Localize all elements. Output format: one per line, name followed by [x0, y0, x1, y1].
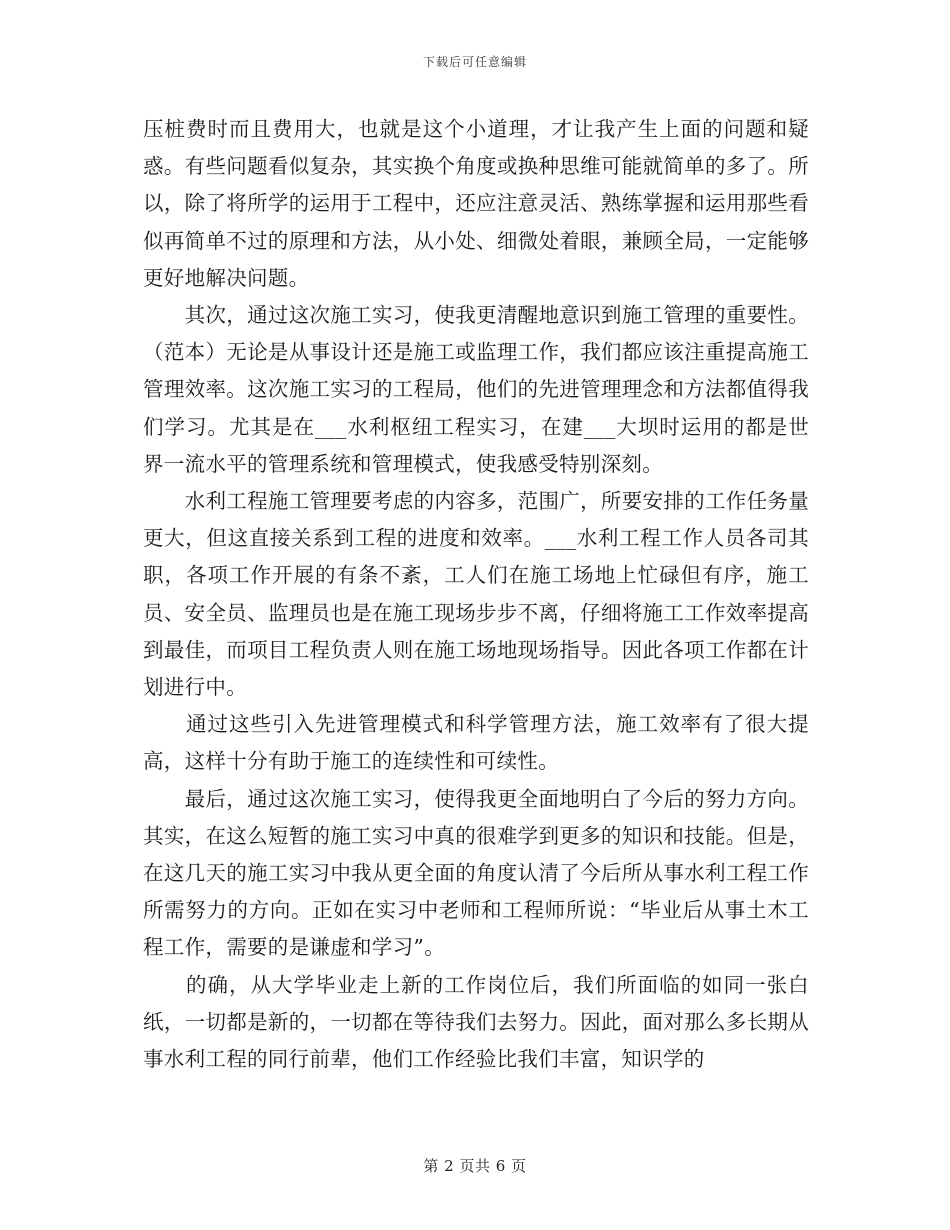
paragraph: 压桩费时而且费用大，也就是这个小道理，才让我产生上面的问题和疑惑。有些问题看似复杂，其实换个角度或换种思维可能就简单的多了。所以，除了将所学的运用于工程中，还应注意灵活、熟练掌握和运用那些看似再简单不过的原理和方法，从小处、细微处着眼，兼顾全局，一定能够更好地解决问题。 [143, 117, 809, 290]
page-number-footer: 第 2 页共 6 页 [423, 1157, 527, 1175]
paragraph: 水利工程施工管理要考虑的内容多，范围广，所要安排的工作任务量更大，但这直接关系到工程的进度和效率。___水利工程工作人员各司其职，各项工作开展的有条不紊，工人们在施工场地上忙碌但有序，施工员、安全员、监理员也是在施工现场步步不离，仔细将施工工作效率提高到最佳，而项目工程负责人则在施工场地现场指导。因此各项工作都在计划进行中。 [143, 489, 809, 700]
paragraph: 其次，通过这次施工实习，使我更清醒地意识到施工管理的重要性。（范本）无论是从事设计还是施工或监理工作，我们都应该注重提高施工管理效率。这次施工实习的工程局，他们的先进管理理念和方法都值得我们学习。尤其是在___水利枢纽工程实习，在建___大坝时运用的都是世界一流水平的管理系统和管理模式，使我感受特别深刻。 [143, 303, 809, 476]
page-header: 下载后可任意编辑 [422, 55, 527, 69]
paragraph: 最后，通过这次施工实习，使得我更全面地明白了今后的努力方向。其实，在这么短暂的施工实习中真的很难学到更多的知识和技能。但是，在这几天的施工实习中我从更全面的角度认清了今后所从事水利工程工作所需努力的方向。正如在实习中老师和工程师所说：“毕业后从事土木工程工作，需要的是谦虚和学习”。 [143, 786, 809, 960]
paragraph: 的确，从大学毕业走上新的工作岗位后，我们所面临的如同一张白纸，一切都是新的，一切都在等待我们去努力。因此，面对那么多长期从事水利工程的同行前辈，他们工作经验比我们丰富，知识学的 [143, 972, 809, 1072]
paragraph: 通过这些引入先进管理模式和科学管理方法，施工效率有了很大提高，这样十分有助于施工的连续性和可续性。 [143, 712, 809, 774]
document-body [143, 111, 809, 1078]
